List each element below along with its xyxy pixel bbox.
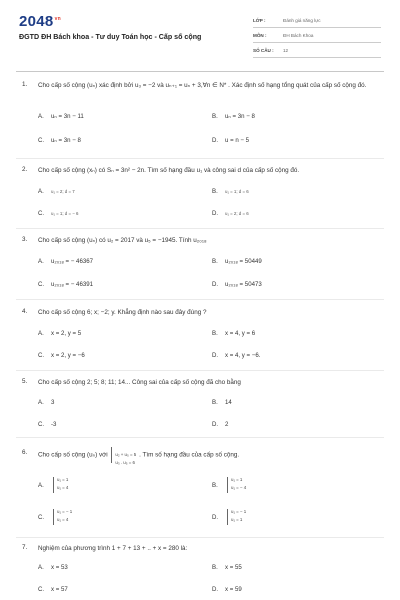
option-b[interactable]: B. x = 55 bbox=[212, 564, 242, 571]
option-system: u₁ = 1 u₁ = 4 bbox=[53, 477, 79, 493]
meta-subject: MÔN : ĐH Bách Khoa bbox=[253, 29, 381, 43]
option-d[interactable]: D. x = 4, y = −6. bbox=[212, 352, 261, 359]
option-d[interactable]: D. u₁ = − 1 u₁ = 1 bbox=[212, 509, 253, 525]
option-d[interactable]: D. u = n − 5 bbox=[212, 137, 250, 144]
option-b[interactable]: B. 14 bbox=[212, 399, 232, 406]
question-text: Cho cấp số cộng 2; 5; 8; 11; 14... Công sai của cấp số cộng đã cho bằng bbox=[38, 379, 241, 386]
option-c[interactable]: C. u₁ = − 1 u₁ = 4 bbox=[38, 509, 79, 525]
option-c[interactable]: C. uₙ = 3n − 8 bbox=[38, 137, 81, 144]
question-separator bbox=[16, 228, 384, 229]
meta-class: LỚP : Đánh giá năng lực bbox=[253, 14, 381, 28]
option-b[interactable]: B. uₙ = 3n − 8 bbox=[212, 113, 255, 120]
option-c[interactable]: C. u₁ = 1; d = − 6 bbox=[38, 210, 79, 217]
question-text: Nghiệm của phương trình 1 + 7 + 13 + .. + x = 280 là: bbox=[38, 545, 188, 552]
header-divider bbox=[16, 71, 384, 72]
option-a[interactable]: A. u₂₀₁₈ = − 46367 bbox=[38, 258, 94, 265]
question-text: Cho cấp số cộng (uₙ) với u₂ + u₅ = 5 u₃ . u₅ = 6 . Tìm số hạng đầu của cấp số cộng. bbox=[38, 447, 386, 464]
question-text: Cho cấp số cộng (uₙ) xác định bởi u₃ = −2 và uₙ₊₁ = uₙ + 3,∀n ∈ N* . Xác định số hạng tổng quát của cấp số cộng đó. bbox=[38, 82, 367, 89]
option-b[interactable]: B. x = 4, y = 6 bbox=[212, 330, 256, 337]
question-separator bbox=[16, 158, 384, 159]
option-c[interactable]: C. -3 bbox=[38, 421, 57, 428]
option-a[interactable]: A. uₙ = 3n − 11 bbox=[38, 113, 84, 120]
meta-question-count: SỐ CÂU : 12 bbox=[253, 44, 381, 58]
option-a[interactable]: A. u₁ = 2; d = 7 bbox=[38, 188, 75, 195]
exam-title: ĐGTD ĐH Bách khoa - Tư duy Toán học - Cấp số cộng bbox=[19, 33, 202, 41]
question-text: Cho cấp số cộng 6; x; −2; y. Khẳng định nào sau đây đúng ? bbox=[38, 309, 207, 316]
question-separator bbox=[16, 299, 384, 300]
option-d[interactable]: D. 2 bbox=[212, 421, 229, 428]
option-d[interactable]: D. u₂₀₁₈ = 50473 bbox=[212, 281, 262, 288]
site-logo[interactable]: $2048^{vn}$ bbox=[19, 13, 62, 30]
question-separator bbox=[16, 370, 384, 371]
question-text: Cho cấp số cộng (xₙ) có Sₙ = 3n² − 2n. Tìm số hạng đầu u₁ và công sai d của cấp số cộng đó. bbox=[38, 167, 300, 174]
option-system: u₁ = − 1 u₁ = 1 bbox=[227, 509, 253, 525]
option-b[interactable]: B. u₁ = 1 u₁ = − 4 bbox=[212, 477, 253, 493]
option-d[interactable]: D. u₁ = 2; d = 6 bbox=[212, 210, 249, 217]
option-a[interactable]: A. x = 53 bbox=[38, 564, 68, 571]
option-system: u₁ = 1 u₁ = − 4 bbox=[227, 477, 253, 493]
exam-page: $2048^{vn}$ ĐGTD ĐH Bách khoa - Tư duy Toán học - Cấp số cộng LỚP : Đánh giá năng lực MÔN : ĐH Bách Khoa SỐ CÂU : 12 1. Cho cấp số cộng (uₙ) xác định bởi u₃ = −2 và uₙ₊₁ = uₙ + 3,∀n ∈ N* . Xác định số hạng tổng quát của cấp số cộng đó. A. uₙ = 3n − 11 B. uₙ = 3n − 8 C. uₙ = 3n − 8 D. u = n − 5 2. Cho cấp số cộng (xₙ) có Sₙ = 3n² − 2n. Tìm số hạng đầu u₁ và công sai d của cấp số cộng đó. A. u₁ = 2; d = 7 B. u₁ = 1; d = 6 C. u₁ = 1; d = − 6 D. u₁ = 2; d = 6 3. Cho cấp số cộng (uₙ) có u₂ = 2017 và u₅ = −1945. Tính u₂₀₁₈ A. u₂₀₁₈ = − 46367 B. u₂₀₁₈ = 50449 C. u₂₀₁₈ = − 46391 D. u₂₀₁₈ = 50473 4. Cho cấp số cộng 6; x; −2; y. Khẳng định nào sau đây đúng ? A. x = 2, y = 5 B. x = 4, y = 6 C. x = 2, y = −6 D. x = 4, y = −6. 5. Cho cấp số cộng 2; 5; 8; 11; 14... Công sai của cấp số cộng đã cho bằng A. 3 B. 14 C. -3 D. 2 6. Cho cấp số cộng (uₙ) với u₂ + u₅ = 5 u₃ . u₅ = 6 . Tìm số hạng đầu của cấp số cộng. A. u₁ = 1 u₁ = 4 B. u₁ = 1 u₁ = − 4 C. u₁ = − 1 u₁ = 4 D. u₁ = − 1 u₁ = 1 7. Nghiệm của phương trình 1 + 7 + 13 + .. + x = 280 là: A. x = 53 B. x = 55 C. x = 57 D. x = 59 bbox=[0, 0, 400, 600]
equation-system: u₂ + u₅ = 5 u₃ . u₅ = 6 bbox=[111, 447, 137, 463]
option-a[interactable]: A. u₁ = 1 u₁ = 4 bbox=[38, 477, 79, 493]
exam-header bbox=[0, 0, 400, 66]
question-separator bbox=[16, 437, 384, 438]
option-system: u₁ = − 1 u₁ = 4 bbox=[53, 509, 79, 525]
question-separator bbox=[16, 537, 384, 538]
option-c[interactable]: C. u₂₀₁₈ = − 46391 bbox=[38, 281, 94, 288]
question-text: Cho cấp số cộng (uₙ) có u₂ = 2017 và u₅ = −1945. Tính u₂₀₁₈ bbox=[38, 237, 207, 244]
option-c[interactable]: C. x = 57 bbox=[38, 586, 68, 593]
option-b[interactable]: B. u₁ = 1; d = 6 bbox=[212, 188, 249, 195]
option-a[interactable]: A. 3 bbox=[38, 399, 55, 406]
option-c[interactable]: C. x = 2, y = −6 bbox=[38, 352, 85, 359]
option-a[interactable]: A. x = 2, y = 5 bbox=[38, 330, 82, 337]
option-d[interactable]: D. x = 59 bbox=[212, 586, 242, 593]
option-b[interactable]: B. u₂₀₁₈ = 50449 bbox=[212, 258, 262, 265]
